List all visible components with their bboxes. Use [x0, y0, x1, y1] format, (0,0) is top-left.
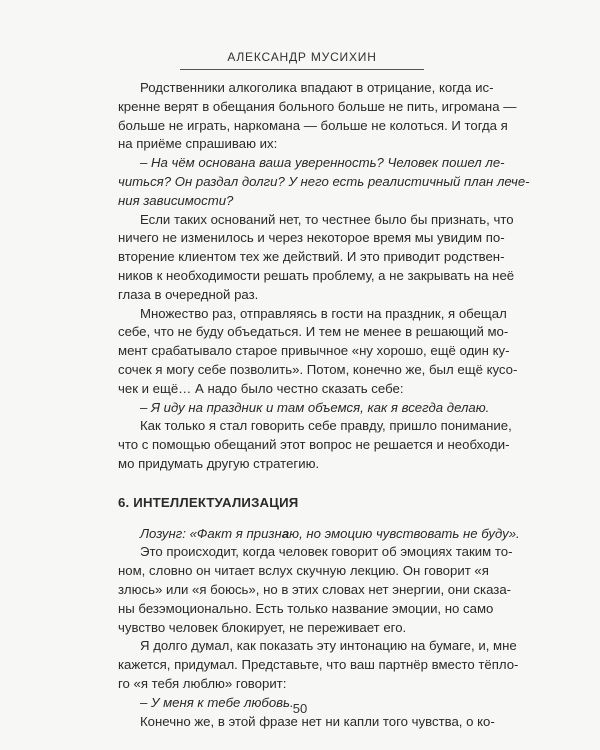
text-line: чек и ещё… А надо было честно сказать себе:	[118, 380, 404, 396]
text-line: кажется, придумал. Представьте, что ваш партнёр вместо тёпло-	[118, 657, 519, 673]
text-line: сочек я могу себе позволить». Потом, конечно же, был ещё кусо-	[118, 361, 518, 377]
text-line: Это происходит, когда человек говорит об эмоциях таким то-	[140, 544, 513, 560]
text-line: го «я тебя люблю» говорит:	[118, 675, 287, 691]
text-line: Как только я стал говорить себе правду, пришло понимание,	[140, 418, 512, 434]
page-number: 50	[292, 701, 308, 716]
text-line: чувство человек блокирует, не переживает его.	[118, 619, 407, 635]
text-paragraph	[118, 637, 519, 693]
text-paragraph	[118, 211, 515, 305]
text-line: читься? Он раздал долги? У него есть реалистичный план лече-	[118, 173, 530, 189]
text-line: Я долго думал, как показать эту интонацию на бумаге, и, мне	[140, 638, 517, 654]
text-line: Родственники алкоголика впадают в отрицание, когда ис-	[140, 80, 494, 95]
slogan-line	[118, 525, 520, 544]
section-heading: 6. ИНТЕЛЛЕКТУАЛИЗАЦИЯ	[118, 494, 299, 510]
text-line: ны безэмоционально. Есть только название эмоции, но само	[118, 600, 494, 616]
text-line: себе, что не буду объедаться. И тем не менее в решающий мо-	[118, 324, 509, 340]
text-paragraph	[118, 305, 518, 399]
text-line: ничего не изменилось и через некоторое время мы увидим по-	[118, 230, 505, 246]
text-line: что с помощью обещаний этот вопрос не решается и необходи-	[118, 437, 510, 453]
slogan-text-end: ю, но эмоцию чувствовать не буду».	[289, 525, 520, 541]
text-line: ном, словно он читает вслух скучную лекцию. Он говорит «я	[118, 563, 489, 579]
text-line: Если таких оснований нет, то честнее было бы признать, что	[140, 211, 514, 227]
text-line: мент срабатывало старое привычное «ну хорошо, ещё один ку-	[118, 343, 510, 359]
text-line: – У меня к тебе любовь.	[140, 694, 294, 710]
text-paragraph	[118, 79, 517, 154]
text-line: Конечно же, в этой фразе нет ни капли того чувства, о ко-	[140, 713, 495, 729]
text-line: ников к необходимости решать проблему, а не закрывать на неё	[118, 267, 515, 283]
text-line: на приёме спрашиваю их:	[118, 136, 278, 152]
text-line: больше не играть, наркомана — больше не колоться. И тогда я	[118, 117, 508, 133]
slogan-text-start: Лозунг: «Факт я призн	[140, 525, 282, 541]
text-line: ния зависимости?	[118, 192, 234, 208]
dialogue-paragraph	[118, 154, 530, 210]
text-line: злюсь» или «я боюсь», но в этих словах нет энергии, они сказа-	[118, 581, 512, 597]
text-line: – На чём основана ваша уверенность? Человек пошел ле-	[140, 155, 505, 171]
slogan-paragraph	[118, 525, 520, 544]
text-line: вторение клиентом тех же действий. И это приводит родствен-	[118, 249, 505, 265]
text-line: глаза в очередной раз.	[118, 286, 259, 302]
text-paragraph	[118, 417, 512, 473]
page-body	[118, 79, 530, 731]
slogan-accent-letter: а	[281, 525, 290, 541]
text-line: – Я иду на праздник и там объемся, как я всегда делаю.	[140, 399, 490, 415]
dialogue-paragraph	[118, 399, 490, 418]
text-line: кренне верят в обещания больного больше не пить, игромана —	[118, 98, 517, 114]
running-header: АЛЕКСАНДР МУСИХИН	[180, 50, 424, 70]
text-line: мо придумать другую стратегию.	[118, 455, 320, 471]
text-paragraph	[118, 543, 513, 637]
text-line: Множество раз, отправляясь в гости на праздник, я обещал	[140, 305, 507, 321]
